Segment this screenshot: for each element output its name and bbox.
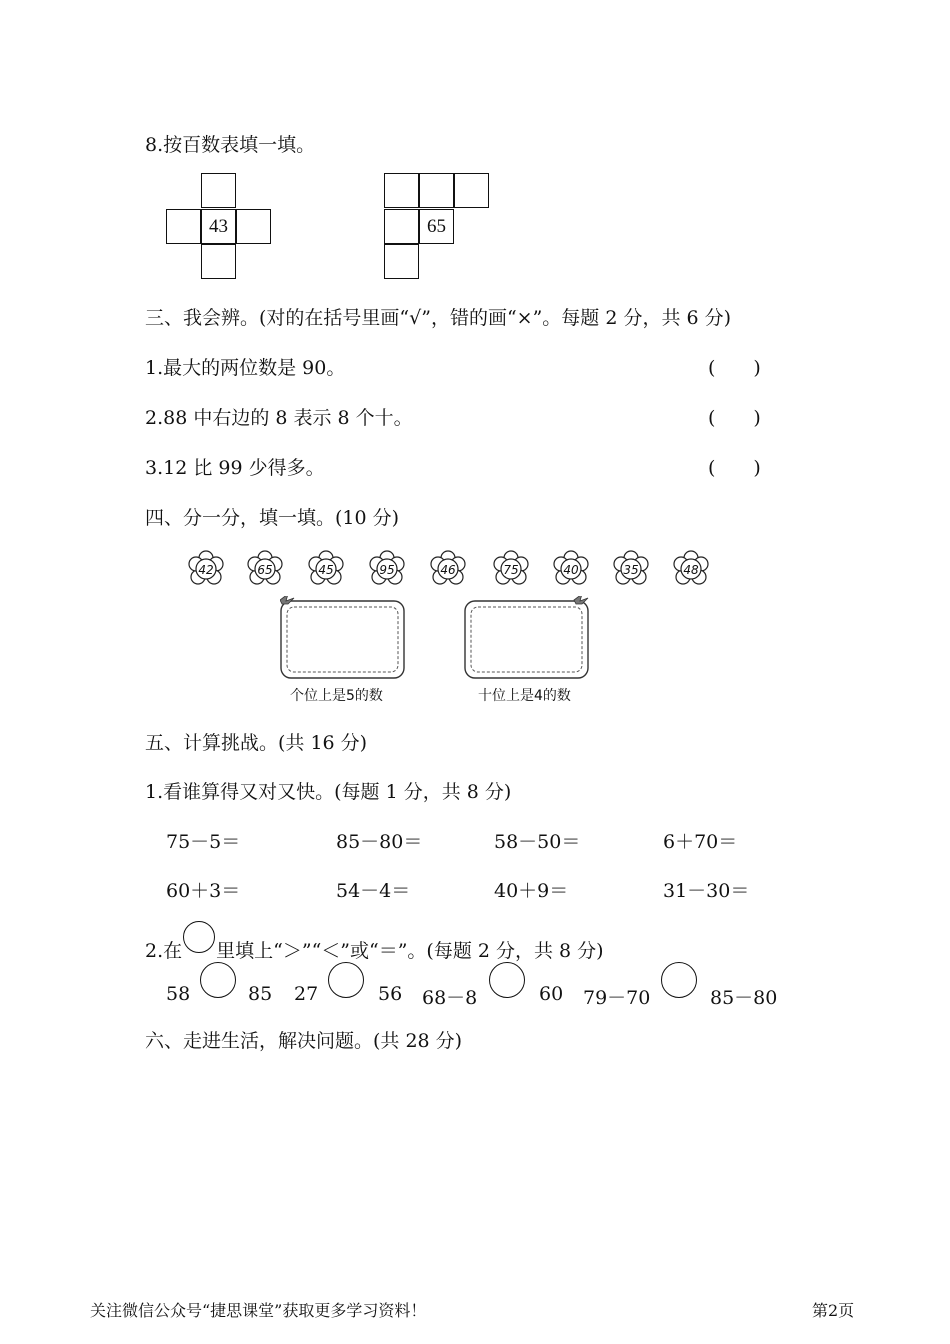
grid-cell[interactable] [166, 209, 201, 244]
circle-icon [183, 921, 215, 953]
sort-box-label: 个位上是5的数 [290, 688, 383, 704]
calc-subtitle: 1.看谁算得又对又快。(每题 1 分，共 8 分) [145, 781, 512, 803]
compare-right: 60 [539, 983, 564, 1005]
footer-promo: 关注微信公众号“捷思课堂”获取更多学习资料！ [90, 1301, 427, 1320]
number-flower[interactable] [368, 550, 406, 590]
number-flower[interactable] [429, 550, 467, 590]
sort-box-label: 十位上是4的数 [478, 688, 571, 704]
compare-right: 56 [378, 983, 403, 1005]
calc-problem[interactable]: 54－4＝ [336, 880, 411, 902]
flower-number: 46 [440, 563, 456, 577]
number-flower[interactable] [492, 550, 530, 590]
calc-problem[interactable]: 40＋9＝ [494, 880, 569, 902]
section5-title: 五、计算挑战。(共 16 分) [145, 732, 368, 754]
compare-left: 27 [294, 983, 319, 1005]
sort-box-tens-4[interactable] [464, 596, 589, 679]
answer-paren[interactable]: ( ) [708, 357, 761, 379]
compare-left: 79－70 [583, 987, 651, 1009]
section4-title: 四、分一分，填一填。(10 分) [145, 507, 400, 529]
compare-right: 85－80 [710, 987, 778, 1009]
calc-problem[interactable]: 31－30＝ [663, 880, 750, 902]
grid-cell[interactable] [384, 244, 419, 279]
grid-cell[interactable] [201, 244, 236, 279]
judge-item: 1.最大的两位数是 90。 [145, 357, 346, 379]
grid-cell[interactable] [454, 173, 489, 208]
judge-item: 3.12 比 99 少得多。 [145, 457, 325, 479]
grid-cell[interactable] [384, 173, 419, 208]
flower-number: 95 [379, 563, 395, 577]
compare-circle[interactable] [328, 962, 364, 998]
flower-number: 75 [503, 563, 519, 577]
compare-subtitle: 2.在 里填上“＞”“＜”或“＝”。(每题 2 分，共 8 分) [145, 933, 604, 965]
grid-cell[interactable] [384, 209, 419, 244]
answer-paren[interactable]: ( ) [708, 457, 761, 479]
cross-center-cell: 43 [201, 209, 236, 244]
judge-item: 2.88 中右边的 8 表示 8 个十。 [145, 407, 413, 429]
grid-cell[interactable] [419, 173, 454, 208]
compare-circle[interactable] [489, 962, 525, 998]
calc-problem[interactable]: 6＋70＝ [663, 831, 738, 853]
number-flower[interactable] [552, 550, 590, 590]
number-flower[interactable] [307, 550, 345, 590]
flower-number: 40 [563, 563, 579, 577]
flower-number: 65 [257, 563, 273, 577]
page-number: 第2页 [812, 1301, 855, 1320]
number-flower[interactable] [246, 550, 284, 590]
leaf-icon [574, 596, 588, 604]
compare-right: 85 [248, 983, 273, 1005]
flower-number: 35 [623, 563, 639, 577]
flower-number: 42 [198, 563, 214, 577]
number-flower[interactable] [187, 550, 225, 590]
compare-left: 58 [166, 983, 191, 1005]
grid-cell[interactable] [201, 173, 236, 208]
grid-cell[interactable] [236, 209, 271, 244]
section3-title: 三、我会辨。(对的在括号里画“√”，错的画“×”。每题 2 分，共 6 分) [145, 307, 732, 329]
q8-title: 8.按百数表填一填。 [145, 134, 316, 156]
sort-box-ones-5[interactable] [280, 596, 405, 679]
number-flower[interactable] [672, 550, 710, 590]
calc-problem[interactable]: 58－50＝ [494, 831, 581, 853]
calc-problem[interactable]: 75－5＝ [166, 831, 241, 853]
compare-left: 68－8 [422, 987, 478, 1009]
answer-paren[interactable]: ( ) [708, 407, 761, 429]
calc-problem[interactable]: 85－80＝ [336, 831, 423, 853]
compare-circle[interactable] [200, 962, 236, 998]
l-shape-value-cell: 65 [419, 209, 454, 244]
compare-circle[interactable] [661, 962, 697, 998]
flower-number: 45 [318, 563, 334, 577]
number-flower[interactable] [612, 550, 650, 590]
flower-number: 48 [683, 563, 699, 577]
calc-problem[interactable]: 60＋3＝ [166, 880, 241, 902]
section6-title: 六、走进生活，解决问题。(共 28 分) [145, 1030, 463, 1052]
